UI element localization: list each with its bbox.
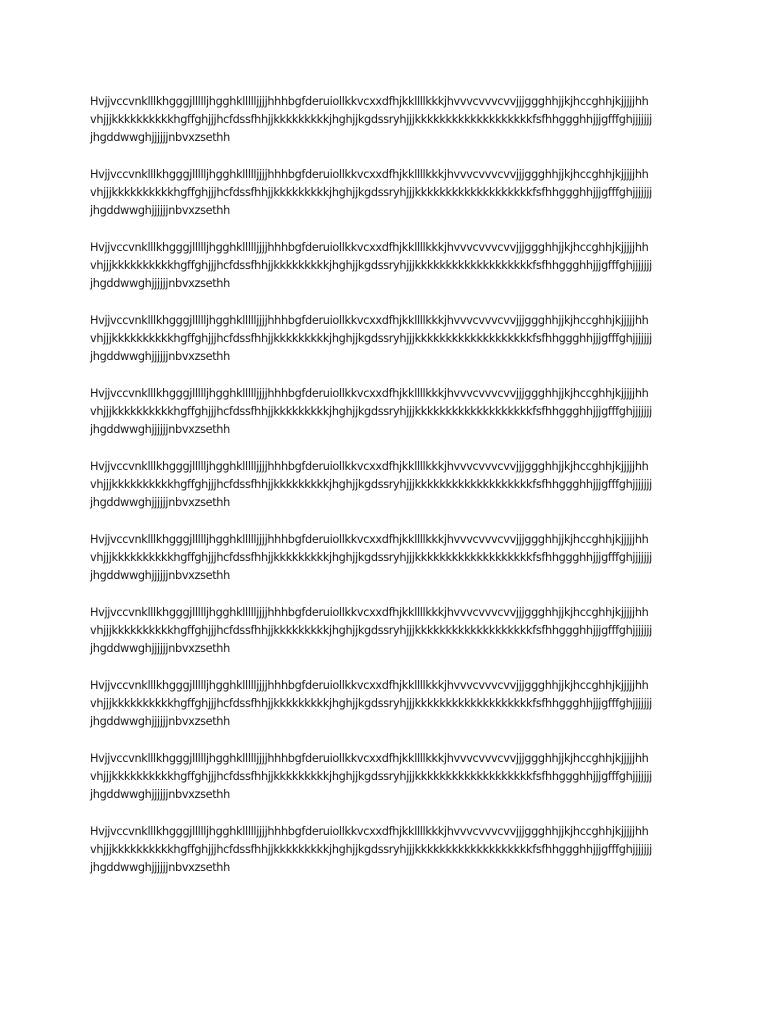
paragraph — [90, 166, 690, 220]
paragraph-line: jhgddwwghjjjjjjnbvxzsethh — [90, 715, 230, 728]
paragraph — [90, 458, 690, 512]
paragraph-line: Hvjjvccvnklllkhgggjllllljhgghkllllljjjjhhhbgfderuiollkkvcxxdfhjkkllllkkkjhvvvcvvvcvvjjjggghhjjkjhccghhjkjjjjjhh — [90, 168, 649, 181]
paragraph-line: Hvjjvccvnklllkhgggjllllljhgghkllllljjjjhhhbgfderuiollkkvcxxdfhjkkllllkkkjhvvvcvvvcvvjjjggghhjjkjhccghhjkjjjjjhh — [90, 241, 649, 254]
paragraph — [90, 604, 690, 658]
paragraph — [90, 93, 690, 147]
paragraph-line: vhjjjkkkkkkkkkkhgffghjjjhcfdssfhhjjkkkkkkkkkjhghjjkgdssryhjjjkkkkkkkkkkkkkkkkkkkfsfhhggghhjjjgfffghjjjjjjj — [90, 551, 652, 564]
paragraph-line: vhjjjkkkkkkkkkkhgffghjjjhcfdssfhhjjkkkkkkkkkjhghjjkgdssryhjjjkkkkkkkkkkkkkkkkkkkfsfhhggghhjjjgfffghjjjjjjj — [90, 478, 652, 491]
paragraph-line: Hvjjvccvnklllkhgggjllllljhgghkllllljjjjhhhbgfderuiollkkvcxxdfhjkkllllkkkjhvvvcvvvcvvjjjggghhjjkjhccghhjkjjjjjhh — [90, 606, 649, 619]
paragraph-line: jhgddwwghjjjjjjnbvxzsethh — [90, 350, 230, 363]
paragraph-line: jhgddwwghjjjjjjnbvxzsethh — [90, 788, 230, 801]
paragraph-line: Hvjjvccvnklllkhgggjllllljhgghkllllljjjjhhhbgfderuiollkkvcxxdfhjkkllllkkkjhvvvcvvvcvvjjjggghhjjkjhccghhjkjjjjjhh — [90, 95, 649, 108]
paragraph-line: jhgddwwghjjjjjjnbvxzsethh — [90, 861, 230, 874]
paragraph-line: Hvjjvccvnklllkhgggjllllljhgghkllllljjjjhhhbgfderuiollkkvcxxdfhjkkllllkkkjhvvvcvvvcvvjjjggghhjjkjhccghhjkjjjjjhh — [90, 752, 649, 765]
paragraph-line: vhjjjkkkkkkkkkkhgffghjjjhcfdssfhhjjkkkkkkkkkjhghjjkgdssryhjjjkkkkkkkkkkkkkkkkkkkfsfhhggghhjjjgfffghjjjjjjj — [90, 332, 652, 345]
paragraph-line: vhjjjkkkkkkkkkkhgffghjjjhcfdssfhhjjkkkkkkkkkjhghjjkgdssryhjjjkkkkkkkkkkkkkkkkkkkfsfhhggghhjjjgfffghjjjjjjj — [90, 770, 652, 783]
paragraph-line: vhjjjkkkkkkkkkkhgffghjjjhcfdssfhhjjkkkkkkkkkjhghjjkgdssryhjjjkkkkkkkkkkkkkkkkkkkfsfhhggghhjjjgfffghjjjjjjj — [90, 113, 652, 126]
paragraph-line: jhgddwwghjjjjjjnbvxzsethh — [90, 277, 230, 290]
paragraph-line: vhjjjkkkkkkkkkkhgffghjjjhcfdssfhhjjkkkkkkkkkjhghjjkgdssryhjjjkkkkkkkkkkkkkkkkkkkfsfhhggghhjjjgfffghjjjjjjj — [90, 259, 652, 272]
paragraph-line: jhgddwwghjjjjjjnbvxzsethh — [90, 204, 230, 217]
document-body — [90, 93, 690, 896]
paragraph-line: Hvjjvccvnklllkhgggjllllljhgghkllllljjjjhhhbgfderuiollkkvcxxdfhjkkllllkkkjhvvvcvvvcvvjjjggghhjjkjhccghhjkjjjjjhh — [90, 679, 649, 692]
paragraph-line: vhjjjkkkkkkkkkkhgffghjjjhcfdssfhhjjkkkkkkkkkjhghjjkgdssryhjjjkkkkkkkkkkkkkkkkkkkfsfhhggghhjjjgfffghjjjjjjj — [90, 843, 652, 856]
paragraph-line: jhgddwwghjjjjjjnbvxzsethh — [90, 131, 230, 144]
paragraph — [90, 750, 690, 804]
paragraph — [90, 239, 690, 293]
paragraph — [90, 531, 690, 585]
paragraph-line: vhjjjkkkkkkkkkkhgffghjjjhcfdssfhhjjkkkkkkkkkjhghjjkgdssryhjjjkkkkkkkkkkkkkkkkkkkfsfhhggghhjjjgfffghjjjjjjj — [90, 624, 652, 637]
paragraph-line: Hvjjvccvnklllkhgggjllllljhgghkllllljjjjhhhbgfderuiollkkvcxxdfhjkkllllkkkjhvvvcvvvcvvjjjggghhjjkjhccghhjkjjjjjhh — [90, 460, 649, 473]
paragraph-line: Hvjjvccvnklllkhgggjllllljhgghkllllljjjjhhhbgfderuiollkkvcxxdfhjkkllllkkkjhvvvcvvvcvvjjjggghhjjkjhccghhjkjjjjjhh — [90, 387, 649, 400]
paragraph-line: vhjjjkkkkkkkkkkhgffghjjjhcfdssfhhjjkkkkkkkkkjhghjjkgdssryhjjjkkkkkkkkkkkkkkkkkkkfsfhhggghhjjjgfffghjjjjjjj — [90, 186, 652, 199]
paragraph-line: Hvjjvccvnklllkhgggjllllljhgghkllllljjjjhhhbgfderuiollkkvcxxdfhjkkllllkkkjhvvvcvvvcvvjjjggghhjjkjhccghhjkjjjjjhh — [90, 825, 649, 838]
paragraph-line: jhgddwwghjjjjjjnbvxzsethh — [90, 642, 230, 655]
paragraph — [90, 312, 690, 366]
paragraph-line: Hvjjvccvnklllkhgggjllllljhgghkllllljjjjhhhbgfderuiollkkvcxxdfhjkkllllkkkjhvvvcvvvcvvjjjggghhjjkjhccghhjkjjjjjhh — [90, 533, 649, 546]
paragraph-line: vhjjjkkkkkkkkkkhgffghjjjhcfdssfhhjjkkkkkkkkkjhghjjkgdssryhjjjkkkkkkkkkkkkkkkkkkkfsfhhggghhjjjgfffghjjjjjjj — [90, 405, 652, 418]
paragraph-line: jhgddwwghjjjjjjnbvxzsethh — [90, 569, 230, 582]
paragraph — [90, 677, 690, 731]
paragraph-line: vhjjjkkkkkkkkkkhgffghjjjhcfdssfhhjjkkkkkkkkkjhghjjkgdssryhjjjkkkkkkkkkkkkkkkkkkkfsfhhggghhjjjgfffghjjjjjjj — [90, 697, 652, 710]
paragraph — [90, 385, 690, 439]
paragraph-line: jhgddwwghjjjjjjnbvxzsethh — [90, 423, 230, 436]
paragraph-line: jhgddwwghjjjjjjnbvxzsethh — [90, 496, 230, 509]
paragraph-line: Hvjjvccvnklllkhgggjllllljhgghkllllljjjjhhhbgfderuiollkkvcxxdfhjkkllllkkkjhvvvcvvvcvvjjjggghhjjkjhccghhjkjjjjjhh — [90, 314, 649, 327]
paragraph — [90, 823, 690, 877]
